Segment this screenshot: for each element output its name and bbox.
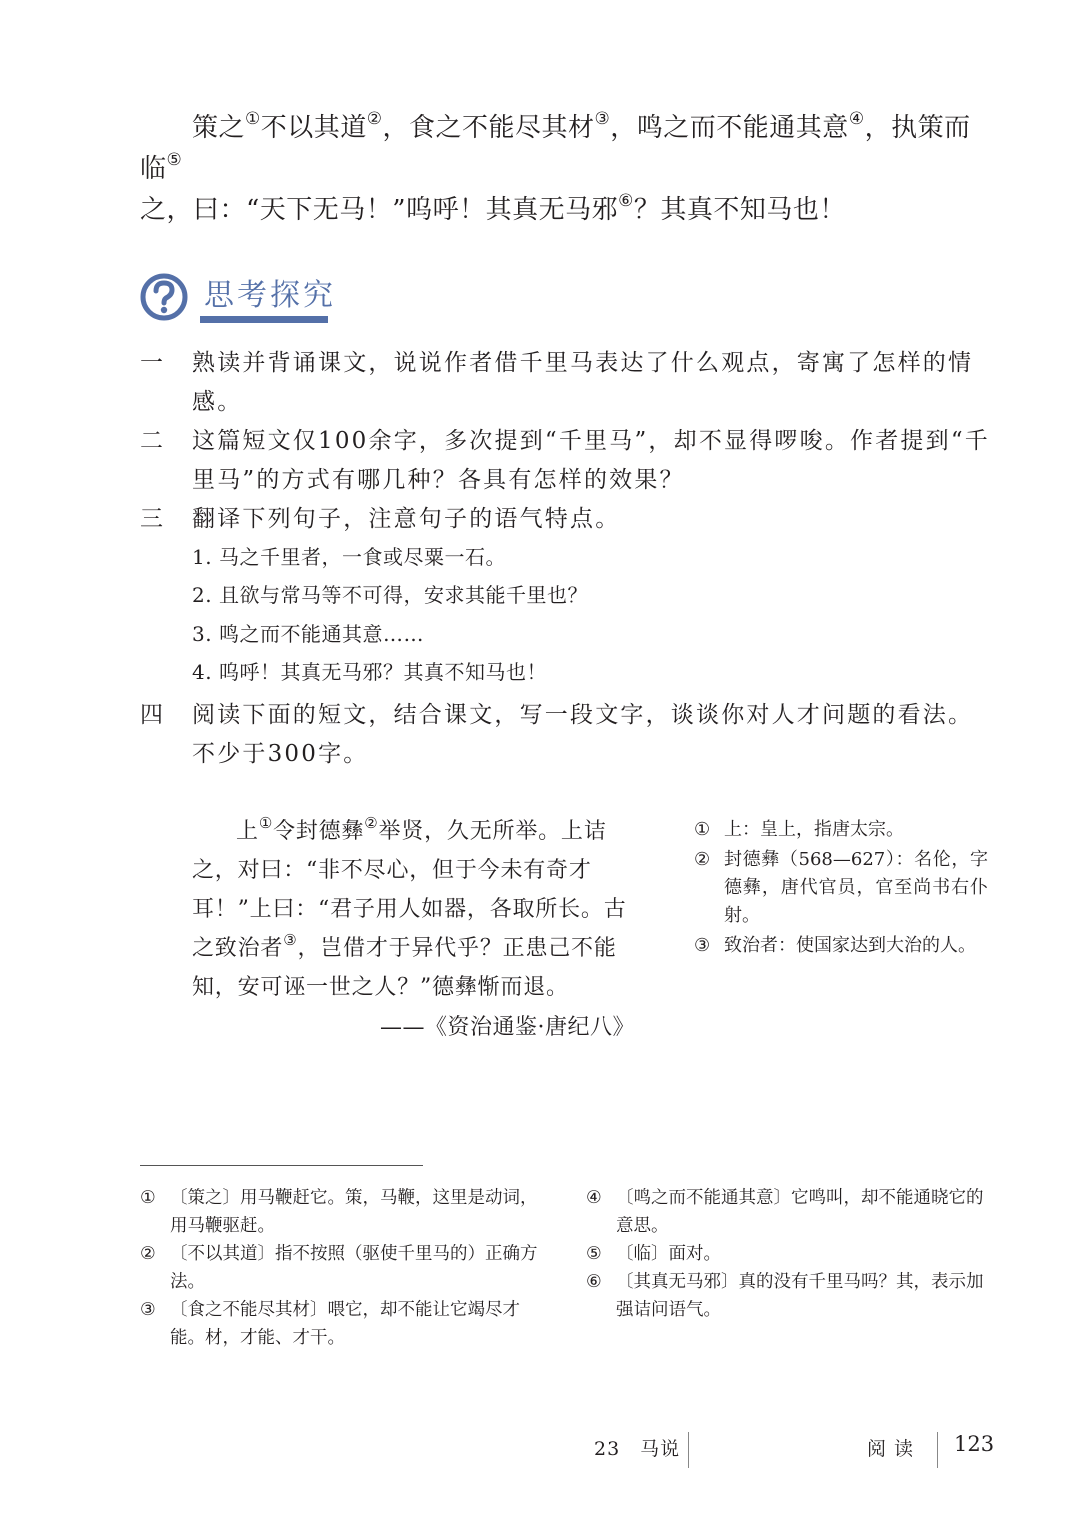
- question-text: 阅读下面的短文，结合课文，写一段文字，谈谈你对人才问题的看法。不少于300字。: [192, 702, 974, 767]
- passage-line-1: 策之①不以其道②，食之不能尽其材③，鸣之而不能通其意④，执策而临⑤: [140, 109, 971, 184]
- question-number: 四: [140, 702, 166, 728]
- section-title: 思考探究: [204, 278, 336, 313]
- footnote-marker: ①: [140, 1188, 156, 1208]
- question-text: 翻译下列句子，注意句子的语气特点。: [192, 506, 621, 532]
- translation-item-2: 2. 且欲与常马等不可得，安求其能千里也？: [192, 583, 588, 607]
- footer-lesson-title: 23 马说: [594, 1438, 681, 1460]
- footnote-text: 〔鸣之而不能通其意〕它鸣叫，却不能通晓它的意思。: [616, 1188, 984, 1236]
- excerpt-note: [694, 816, 988, 844]
- question-text: 熟读并背诵课文，说说作者借千里马表达了什么观点，寄寓了怎样的情感。: [192, 350, 974, 415]
- question-1: [140, 344, 990, 422]
- translation-item-3: 3. 鸣之而不能通其意……: [192, 622, 424, 646]
- excerpt-note: [694, 932, 988, 960]
- footnote-marker: ⑥: [586, 1272, 602, 1292]
- note-marker: ①: [694, 819, 711, 840]
- footer-divider: [937, 1432, 938, 1468]
- note-reference: ④: [848, 109, 865, 129]
- note-reference: ③: [594, 109, 611, 129]
- footnote: [140, 1184, 540, 1240]
- passage-line-2: 之，曰：“天下无马！”呜呼！其真无马邪⑥？其真不知马也！: [140, 191, 846, 225]
- footnote-marker: ⑤: [586, 1244, 602, 1264]
- footnote: [586, 1268, 986, 1324]
- question-text: 这篇短文仅100余字，多次提到“千里马”，却不显得啰唆。作者提到“千里马”的方式有哪几种？各具有怎样的效果？: [192, 428, 990, 493]
- note-marker: ③: [694, 935, 711, 956]
- note-reference: ②: [364, 814, 379, 832]
- footnote-text: 〔临〕面对。: [616, 1244, 721, 1264]
- note-reference: ②: [366, 109, 383, 129]
- footnote-text: 〔策之〕用马鞭赶它。策，马鞭，这里是动词，用马鞭驱赶。: [170, 1188, 538, 1236]
- excerpt-source: ——《资治通鉴·唐纪八》: [380, 1015, 635, 1040]
- footnote-text: 〔不以其道〕指不按照（驱使千里马的）正确方法。: [170, 1244, 538, 1292]
- footnotes-left-column: [140, 1184, 540, 1352]
- footer-divider: [688, 1432, 689, 1468]
- question-2: [140, 422, 990, 500]
- excerpt-notes: [694, 816, 988, 962]
- note-reference: ①: [258, 814, 274, 832]
- footnotes-right-column: [586, 1184, 986, 1324]
- footnote-text: 〔食之不能尽其材〕喂它，却不能让它竭尽才能。材，才能、才干。: [170, 1300, 520, 1348]
- question-number: 三: [140, 506, 166, 532]
- translation-item-1: 1. 马之千里者，一食或尽粟一石。: [192, 545, 506, 569]
- footnote-divider: [140, 1165, 423, 1166]
- question-number: 二: [140, 428, 166, 454]
- excerpt-body: 上①令封德彝②举贤，久无所举。上诘之，对曰：“非不尽心，但于今未有奇才耳！”上曰：“君子用人如器，各取所长。古之致治者③，岂借才于异代乎？正患己不能知，安可诬一世之人？”德彝惭而退。: [192, 814, 627, 1000]
- note-reference: ⑥: [618, 191, 634, 211]
- note-reference: ③: [283, 931, 298, 949]
- translation-item-4: 4. 呜呼！其真无马邪？其真不知马也！: [192, 660, 547, 684]
- question-circle-icon: [140, 273, 188, 321]
- footnote-marker: ④: [586, 1188, 602, 1208]
- question-3: [140, 500, 990, 539]
- footnote: [586, 1240, 986, 1268]
- page-number: 123: [954, 1432, 995, 1456]
- excerpt-note: [694, 846, 988, 930]
- main-passage: [140, 108, 990, 231]
- note-text: 致治者：使国家达到大治的人。: [724, 935, 976, 956]
- footnote-marker: ③: [140, 1300, 156, 1320]
- footer-unit-label: 阅读: [867, 1438, 922, 1460]
- note-reference: ⑤: [166, 150, 183, 170]
- section-title-underline: [200, 316, 328, 323]
- footnote: [586, 1184, 986, 1240]
- footnote: [140, 1296, 540, 1352]
- footnote-marker: ②: [140, 1244, 156, 1264]
- note-reference: ①: [245, 109, 261, 129]
- note-text: 上：皇上，指唐太宗。: [724, 819, 904, 840]
- question-4: [140, 696, 990, 774]
- footnote: [140, 1240, 540, 1296]
- note-marker: ②: [694, 849, 711, 870]
- footnote-text: 〔其真无马邪〕真的没有千里马吗？其，表示加强诘问语气。: [616, 1272, 984, 1320]
- reading-excerpt: [192, 812, 640, 1007]
- question-number: 一: [140, 350, 166, 376]
- note-text: 封德彝（568—627）：名伦，字德彝，唐代官员，官至尚书右仆射。: [724, 849, 988, 926]
